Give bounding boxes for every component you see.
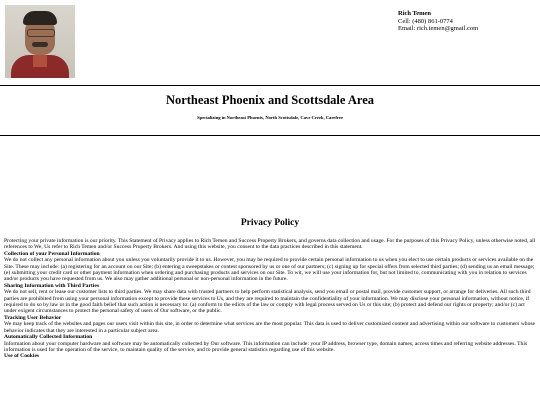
site-tagline: Specializing in Northeast Phoenix, North Scottsdale, Cave Creek, Carefree (197, 115, 343, 120)
section-title-tracking: Tracking User Behavior (4, 314, 62, 321)
section-title-cookies: Use of Cookies (4, 353, 40, 360)
contact-block (398, 10, 478, 33)
photo-collar (33, 55, 47, 67)
site-title: Northeast Phoenix and Scottsdale Area (165, 93, 375, 107)
section-body-sharing: We do not sell, rent or lease our customer lists to third parties. We may share data with trusted partners to help perform statistical analysis, send you email or postal mail, provide customer support, or arrange for deliveries. All such third parties are prohibited from using your personal information except to provide these services to Us, and they are required to maintain the confidentiality of your information. We may disclose your personal information, without notice, if required to do so by law or in the good faith belief that such action is necessary to: (a) conform to the edicts of the law or comply with legal process served on Us or this site; (b) protect and defend our rights or property; and/or (c) act under exigent circumstances to protect the personal safety of users of Our software, or the public. (4, 289, 531, 315)
photo-glasses (27, 29, 55, 37)
section-body-tracking: We may keep track of the websites and pages our users visit within this site, in order to determine what services are the most popular. This data is used to deliver customized content and advertising within our software to customers whose behavior indicates that they are interested in a particular subject area. (4, 321, 536, 334)
privacy-policy-body (4, 238, 536, 360)
section-title-automatic: Automatically Collected Information (4, 334, 93, 341)
section-body-automatic: Information about your computer hardware and software may be automatically collected by Our software. This information can include: your IP address, browser type, domain names, access times and referring website addresses. This information is used for the operation of the service, to maintain quality of the service, and to provide general statistics regarding use of this website. (4, 340, 528, 353)
header-rule-top (0, 85, 540, 86)
header-rule-bottom (0, 135, 540, 136)
privacy-heading: Privacy Policy (240, 218, 300, 228)
section-title-collection: Collection of your Personal Information (4, 250, 100, 257)
agent-email[interactable]: Email: rich.temen@gmail.com (398, 25, 479, 32)
privacy-intro: Protecting your private information is our priority. This Statement of Privacy applies to Rich Temen and Success Property Brokers, and governs data collection and usage. For the purposes of this Privacy Policy, unless otherwise noted, all references to We, Us refer to Rich Temen and/or Success Property Brokers. And using this website, you consent to the data practices described in this statement. (4, 238, 536, 251)
section-title-sharing: Sharing Information with Third Parties (4, 282, 99, 289)
agent-photo (5, 5, 75, 78)
agent-name: Rich Temen (398, 10, 432, 17)
photo-hair (23, 11, 57, 25)
photo-moustache (32, 42, 48, 47)
section-body-collection: We do not collect any personal information about you unless you voluntarily provide it to us. However, you may be required to provide certain personal information to us when you elect to use certain products or services available on the Site. These may include: (a) registering for an account on our Site; (b) entering a sweepstakes or contest sponsored by us or one of our partners; (c) signing up for special offers from selected third parties; (d) sending us an email message; (e) submitting your credit card or other payment information when ordering and purchasing products and services on our Site. To wit, we will use your information for, but not limited to, communicating with you in relation to services and/or products you have requested from us. We also may gather additional personal or non-personal information in the future. (4, 257, 535, 283)
agent-cell: Cell: (480) 861-0774 (398, 17, 453, 25)
